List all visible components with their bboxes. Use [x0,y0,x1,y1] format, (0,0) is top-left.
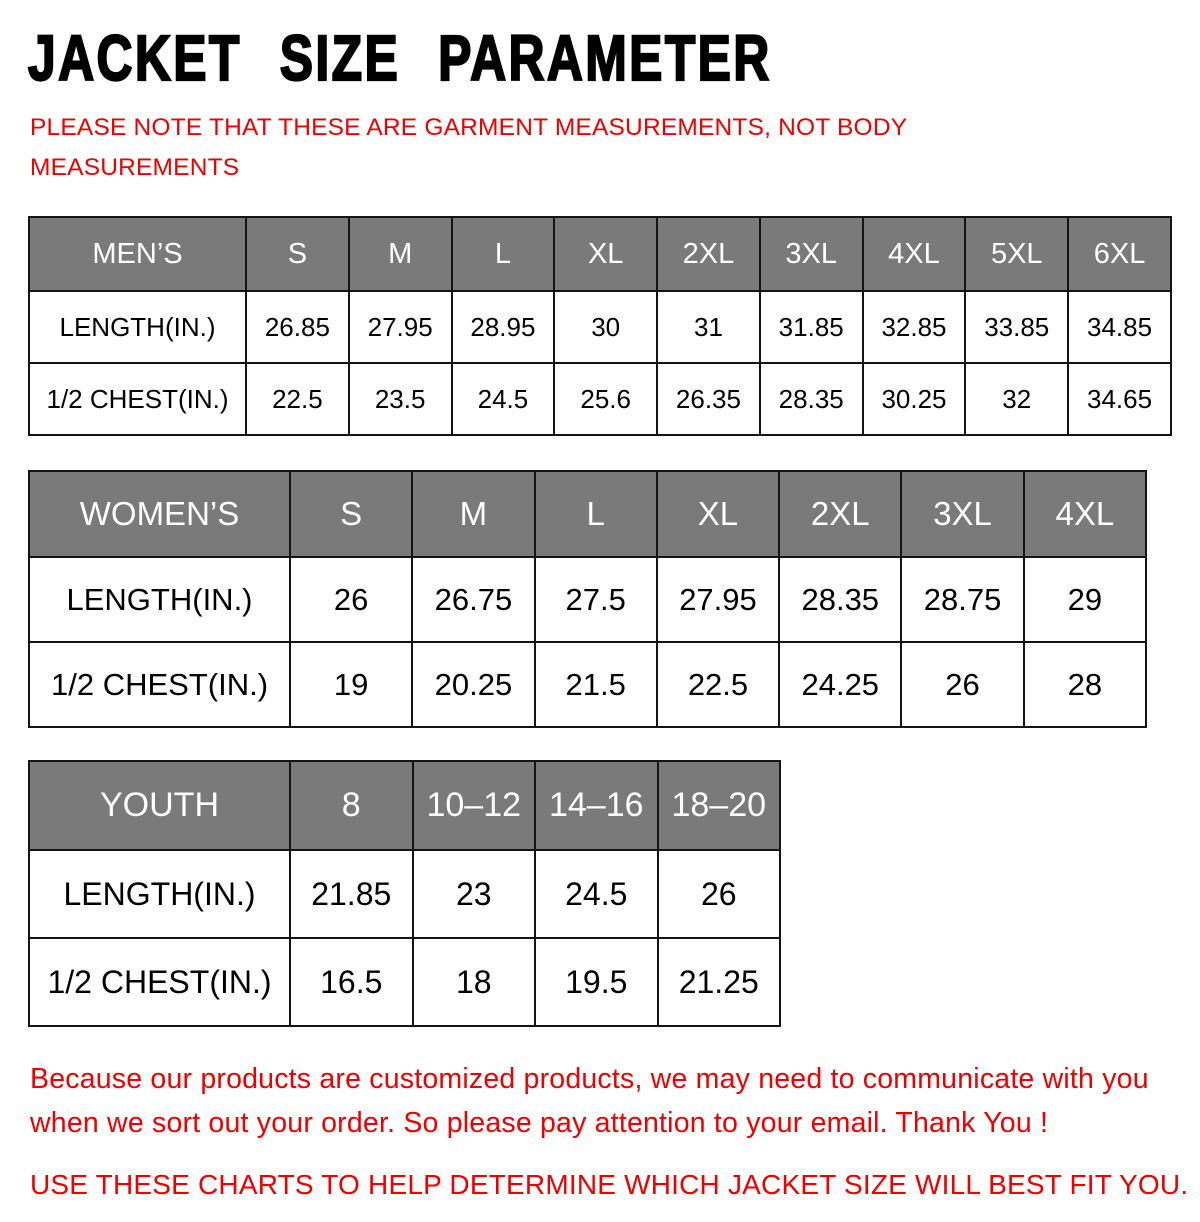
mens-size-table [28,216,1172,436]
mens-size-header: L [452,217,555,291]
womens-value-cell: 19 [290,642,412,727]
womens-value-cell: 28.35 [779,557,901,642]
mens-value-cell: 28.95 [452,291,555,363]
mens-value-cell: 24.5 [452,363,555,435]
youth-value-cell: 26 [658,850,781,938]
womens-value-cell: 26 [290,557,412,642]
womens-value-cell: 28 [1024,642,1146,727]
mens-value-cell: 33.85 [965,291,1068,363]
youth-value-cell: 18 [413,938,536,1026]
customization-notice-line-1: Because our products are customized products, we may need to communicate with you [30,1063,1149,1095]
youth-value-cell: 21.85 [290,850,413,938]
womens-value-cell: 21.5 [535,642,657,727]
youth-value-cell: 16.5 [290,938,413,1026]
youth-size-header: 14–16 [535,761,658,850]
mens-value-cell: 34.85 [1068,291,1171,363]
mens-value-cell: 32.85 [863,291,966,363]
womens-size-header: 4XL [1024,471,1146,557]
mens-size-header: M [349,217,452,291]
womens-size-header: XL [657,471,779,557]
page-title [28,22,1200,94]
womens-data-row [29,642,1146,727]
mens-data-row [29,363,1171,435]
mens-value-cell: 31 [657,291,760,363]
mens-value-cell: 26.35 [657,363,760,435]
customization-notice-line-2: when we sort out your order. So please pay attention to your email. Thank You ! [30,1107,1049,1139]
mens-size-header: 2XL [657,217,760,291]
mens-value-cell: 30 [554,291,657,363]
womens-size-table [28,470,1147,728]
mens-size-header: XL [554,217,657,291]
mens-size-header: S [246,217,349,291]
mens-row-label: 1/2 CHEST(IN.) [29,363,246,435]
youth-size-header: 10–12 [413,761,536,850]
mens-value-cell: 26.85 [246,291,349,363]
youth-row-label: LENGTH(IN.) [29,850,290,938]
youth-value-cell: 23 [413,850,536,938]
womens-value-cell: 29 [1024,557,1146,642]
youth-data-row [29,850,780,938]
mens-size-header: 4XL [863,217,966,291]
womens-data-row [29,557,1146,642]
page-title-text: JACKET SIZE PARAMETER [28,22,772,94]
usage-instruction: USE THESE CHARTS TO HELP DETERMINE WHICH JACKET SIZE WILL BEST FIT YOU. [30,1169,1189,1200]
womens-value-cell: 26 [901,642,1023,727]
mens-table-title: MEN’S [29,217,246,291]
womens-value-cell: 26.75 [412,557,534,642]
garment-measurement-note [30,108,1200,188]
mens-size-header: 3XL [760,217,863,291]
youth-value-cell: 24.5 [535,850,658,938]
womens-value-cell: 24.25 [779,642,901,727]
mens-value-cell: 25.6 [554,363,657,435]
youth-header-row [29,761,780,850]
womens-value-cell: 27.95 [657,557,779,642]
womens-value-cell: 22.5 [657,642,779,727]
womens-value-cell: 20.25 [412,642,534,727]
youth-value-cell: 19.5 [535,938,658,1026]
youth-size-header: 8 [290,761,413,850]
womens-row-label: LENGTH(IN.) [29,557,290,642]
womens-value-cell: 28.75 [901,557,1023,642]
mens-value-cell: 30.25 [863,363,966,435]
womens-table-title: WOMEN’S [29,471,290,557]
womens-size-header: L [535,471,657,557]
mens-value-cell: 23.5 [349,363,452,435]
mens-size-header: 6XL [1068,217,1171,291]
mens-value-cell: 32 [965,363,1068,435]
mens-value-cell: 22.5 [246,363,349,435]
womens-header-row [29,471,1146,557]
mens-data-row [29,291,1171,363]
womens-size-header: M [412,471,534,557]
mens-header-row [29,217,1171,291]
mens-size-header: 5XL [965,217,1068,291]
note-line-2: MEASUREMENTS [30,154,240,181]
youth-row-label: 1/2 CHEST(IN.) [29,938,290,1026]
youth-data-row [29,938,780,1026]
youth-table-title: YOUTH [29,761,290,850]
youth-size-table [28,760,781,1027]
mens-value-cell: 28.35 [760,363,863,435]
mens-value-cell: 31.85 [760,291,863,363]
mens-value-cell: 34.65 [1068,363,1171,435]
customization-notice [30,1057,1200,1145]
womens-size-header: S [290,471,412,557]
note-line-1: PLEASE NOTE THAT THESE ARE GARMENT MEASUREMENTS, NOT BODY [30,114,908,141]
mens-value-cell: 27.95 [349,291,452,363]
womens-value-cell: 27.5 [535,557,657,642]
womens-size-header: 3XL [901,471,1023,557]
womens-size-header: 2XL [779,471,901,557]
size-chart-page [0,22,1200,1222]
youth-size-header: 18–20 [658,761,781,850]
womens-row-label: 1/2 CHEST(IN.) [29,642,290,727]
youth-value-cell: 21.25 [658,938,781,1026]
mens-row-label: LENGTH(IN.) [29,291,246,363]
